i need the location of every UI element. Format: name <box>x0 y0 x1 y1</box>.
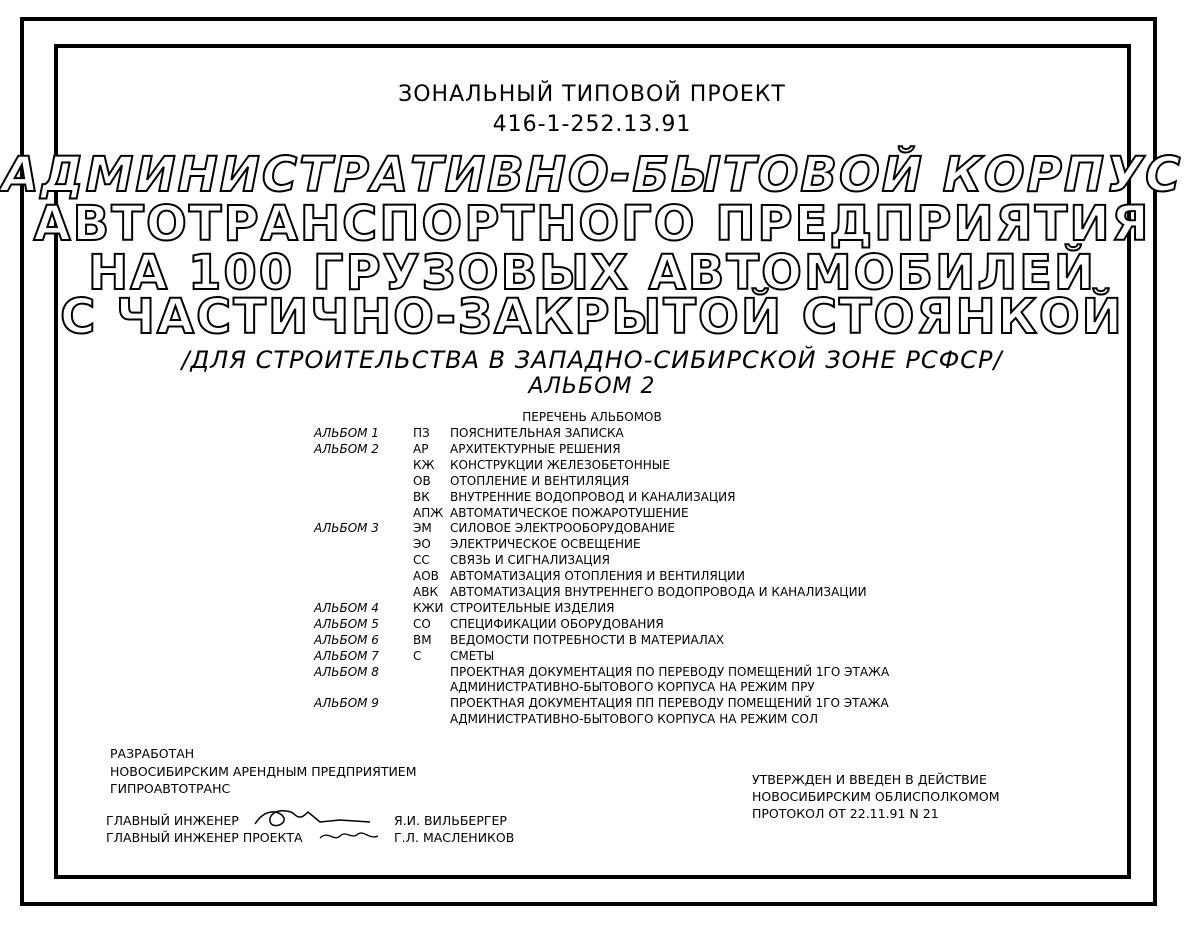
title-line-3: НА 100 ГРУЗОВЫХ АВТОМОБИЛЕЙ <box>87 245 1097 301</box>
section-code: ПЗ <box>413 426 430 440</box>
section-code: ЭМ <box>413 521 432 535</box>
album-number: АЛЬБОМ 9 <box>314 696 379 710</box>
section-code: СО <box>413 617 431 631</box>
project-type: ЗОНАЛЬНЫЙ ТИПОВОЙ ПРОЕКТ <box>398 82 786 107</box>
subtitle: /ДЛЯ СТРОИТЕЛЬСТВА В ЗАПАДНО-СИБИРСКОЙ ЗОНЕ РСФСР/ <box>181 346 1003 374</box>
section-description: СИЛОВОЕ ЭЛЕКТРООБОРУДОВАНИЕ <box>450 521 675 535</box>
chief-engineer-name: Я.И. ВИЛЬБЕРГЕР <box>394 813 507 828</box>
approval-line-2: НОВОСИБИРСКИМ ОБЛИСПОЛКОМОМ <box>752 789 1000 804</box>
album-number: АЛЬБОМ 6 <box>314 633 379 647</box>
section-description: ПОЯСНИТЕЛЬНАЯ ЗАПИСКА <box>450 426 624 440</box>
section-description: АВТОМАТИЗАЦИЯ ОТОПЛЕНИЯ И ВЕНТИЛЯЦИИ <box>450 569 746 583</box>
album-number: АЛЬБОМ 4 <box>314 601 379 615</box>
section-code: АВК <box>413 585 438 599</box>
section-code: ВМ <box>413 633 432 647</box>
section-description: ВЕДОМОСТИ ПОТРЕБНОСТИ В МАТЕРИАЛАХ <box>450 633 725 647</box>
section-code: АОВ <box>413 569 439 583</box>
section-code: АР <box>413 442 429 456</box>
section-description: ПРОЕКТНАЯ ДОКУМЕНТАЦИЯ ПП ПЕРЕВОДУ ПОМЕЩЕНИЙ 1ГО ЭТАЖА <box>450 696 889 710</box>
approval-line-3: ПРОТОКОЛ ОТ 22.11.91 N 21 <box>752 806 939 821</box>
albums-list-heading: ПЕРЕЧЕНЬ АЛЬБОМОВ <box>522 410 662 424</box>
developer-label: РАЗРАБОТАН <box>110 746 195 761</box>
album-number: АЛЬБОМ 7 <box>314 649 379 663</box>
approval-line-1: УТВЕРЖДЕН И ВВЕДЕН В ДЕЙСТВИЕ <box>752 772 987 787</box>
signature-chief-project-engineer <box>318 828 388 844</box>
project-code: 416-1-252.13.91 <box>492 112 692 137</box>
section-description: ОТОПЛЕНИЕ И ВЕНТИЛЯЦИЯ <box>450 474 630 488</box>
section-code: С <box>413 649 422 663</box>
section-description: СМЕТЫ <box>450 649 495 663</box>
album-number: АЛЬБОМ 8 <box>314 665 379 679</box>
section-code: ЭО <box>413 537 431 551</box>
section-description: ПРОЕКТНАЯ ДОКУМЕНТАЦИЯ ПО ПЕРЕВОДУ ПОМЕЩЕНИЙ 1ГО ЭТАЖА <box>450 665 890 679</box>
section-description: АРХИТЕКТУРНЫЕ РЕШЕНИЯ <box>450 442 621 456</box>
section-description: СПЕЦИФИКАЦИИ ОБОРУДОВАНИЯ <box>450 617 664 631</box>
section-description: ВНУТРЕННИЕ ВОДОПРОВОД И КАНАЛИЗАЦИЯ <box>450 490 736 504</box>
section-description: АВТОМАТИЗАЦИЯ ВНУТРЕННЕГО ВОДОПРОВОДА И КАНАЛИЗАЦИИ <box>450 585 867 599</box>
section-description: ЭЛЕКТРИЧЕСКОЕ ОСВЕЩЕНИЕ <box>450 537 641 551</box>
section-code: АПЖ <box>413 506 444 520</box>
album-label: АЛЬБОМ 2 <box>528 374 656 399</box>
developer-org-short: ГИПРОАВТОТРАНС <box>110 781 231 796</box>
chief-project-engineer-label: ГЛАВНЫЙ ИНЖЕНЕР ПРОЕКТА <box>106 830 303 845</box>
title-line-2: АВТОТРАНСПОРТНОГО ПРЕДПРИЯТИЯ <box>33 196 1151 252</box>
developer-org: НОВОСИБИРСКИМ АРЕНДНЫМ ПРЕДПРИЯТИЕМ <box>110 764 417 779</box>
album-number: АЛЬБОМ 5 <box>314 617 379 631</box>
title-line-1: АДМИНИСТРАТИВНО-БЫТОВОЙ КОРПУС <box>1 147 1183 203</box>
section-code: КЖ <box>413 458 435 472</box>
section-code: ОВ <box>413 474 431 488</box>
section-description: СТРОИТЕЛЬНЫЕ ИЗДЕЛИЯ <box>450 601 615 615</box>
section-code: ВК <box>413 490 430 504</box>
section-description: СВЯЗЬ И СИГНАЛИЗАЦИЯ <box>450 553 610 567</box>
section-description: АДМИНИСТРАТИВНО-БЫТОВОГО КОРПУСА НА РЕЖИМ ПРУ <box>450 680 815 694</box>
album-number: АЛЬБОМ 3 <box>314 521 379 535</box>
album-number: АЛЬБОМ 2 <box>314 442 379 456</box>
title-line-4: С ЧАСТИЧНО-ЗАКРЫТОЙ СТОЯНКОЙ <box>60 289 1124 345</box>
section-description: КОНСТРУКЦИИ ЖЕЛЕЗОБЕТОННЫЕ <box>450 458 670 472</box>
section-code: КЖИ <box>413 601 444 615</box>
section-code: СС <box>413 553 430 567</box>
chief-project-engineer-name: Г.Л. МАСЛЕНИКОВ <box>394 830 515 845</box>
album-number: АЛЬБОМ 1 <box>314 426 379 440</box>
section-description: АДМИНИСТРАТИВНО-БЫТОВОГО КОРПУСА НА РЕЖИМ СОЛ <box>450 712 818 726</box>
chief-engineer-label: ГЛАВНЫЙ ИНЖЕНЕР <box>106 813 239 828</box>
section-description: АВТОМАТИЧЕСКОЕ ПОЖАРОТУШЕНИЕ <box>450 506 689 520</box>
